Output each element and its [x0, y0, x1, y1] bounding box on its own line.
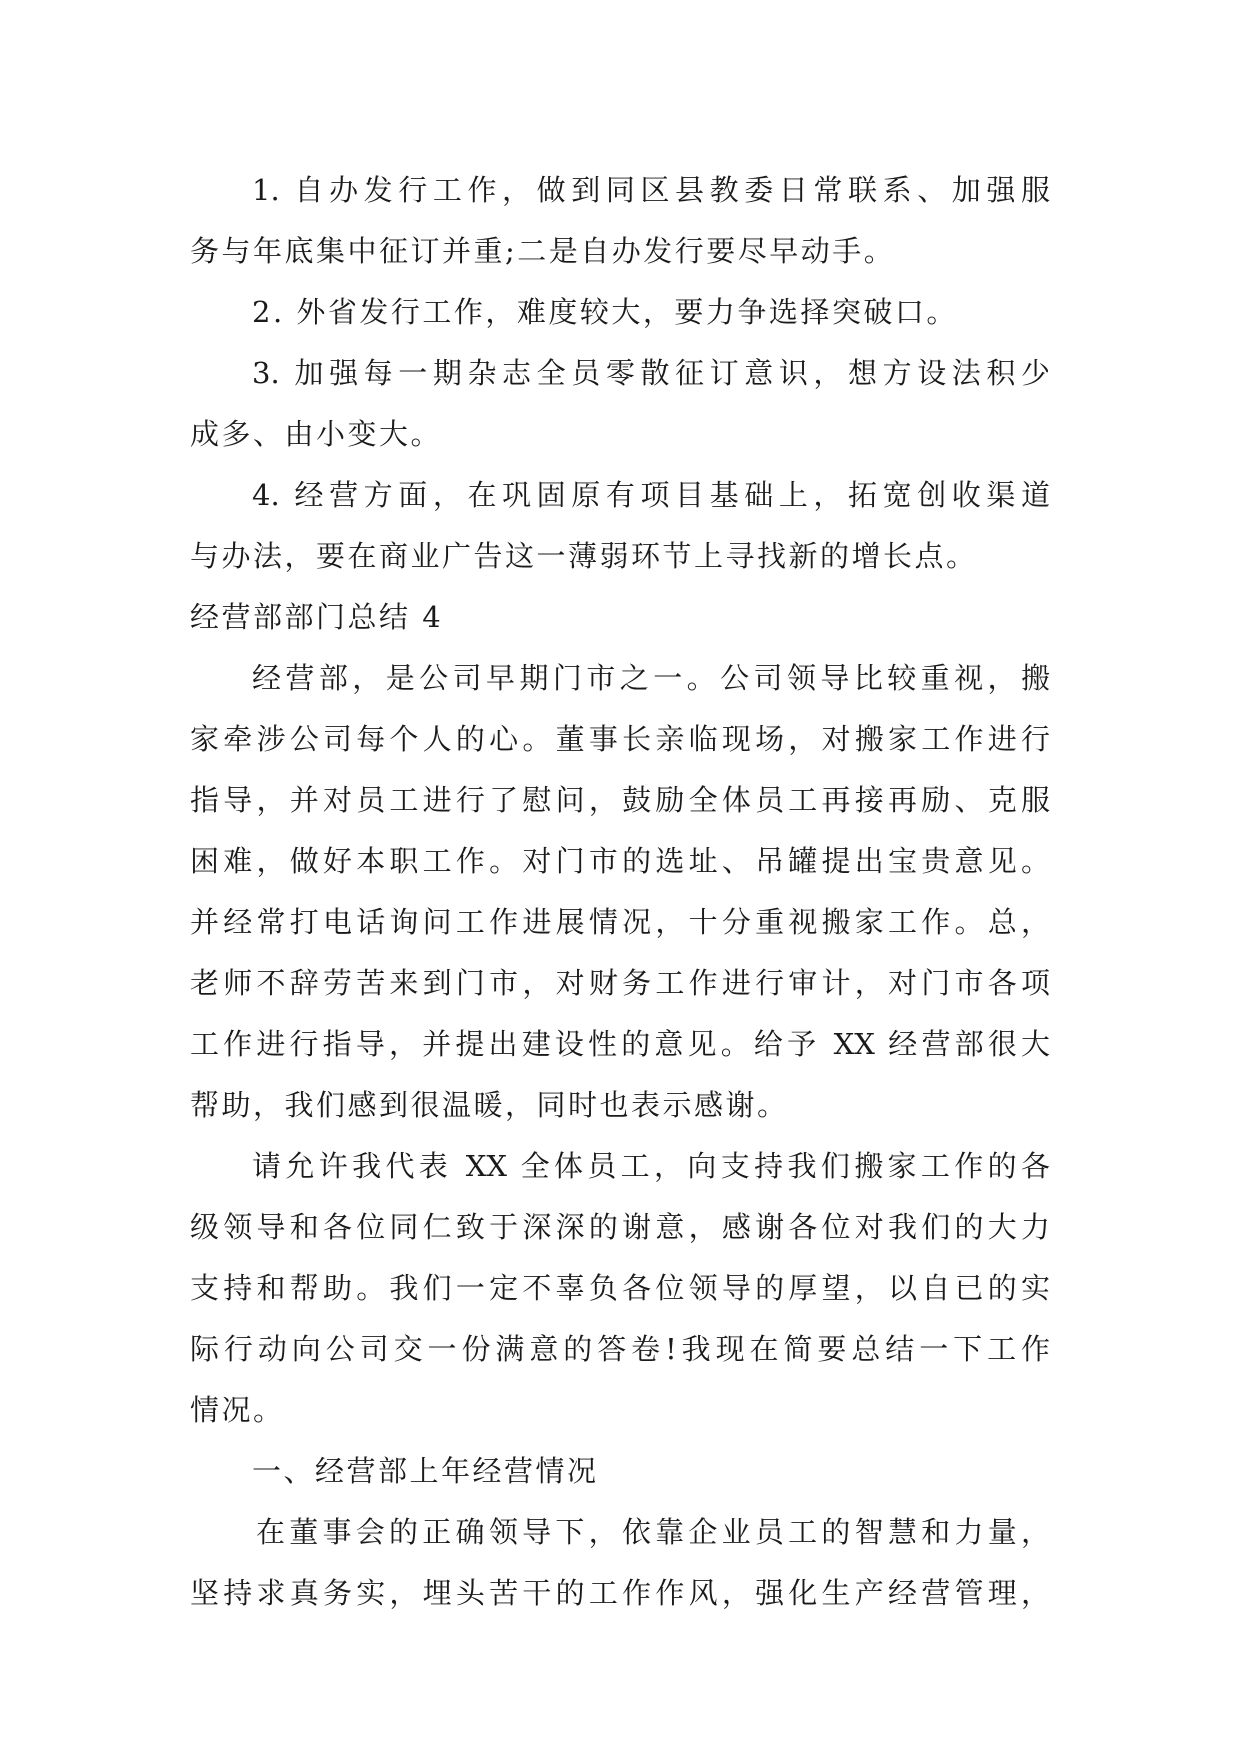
text-line: 一、经营部上年经营情况 [252, 1454, 599, 1488]
section-heading [190, 1441, 1050, 1502]
section-title [190, 587, 1050, 648]
text-line: 帮助，我们感到很温暖，同时也表示感谢。 [190, 1088, 789, 1122]
text-line: 级领导和各位同仁致于深深的谢意，感谢各位对我们的大力 [190, 1210, 1050, 1244]
text-line: 与办法，要在商业广告这一薄弱环节上寻找新的增长点。 [190, 539, 978, 573]
text-line: 成多、由小变大。 [190, 417, 443, 451]
text-line: 坚持求真务实，埋头苦干的工作作风，强化生产经营管理， [190, 1576, 1050, 1610]
list-item [190, 465, 1050, 587]
text-line: 情况。 [190, 1393, 285, 1427]
text-line: 老师不辞劳苦来到门市，对财务工作进行审计，对门市各项 [190, 966, 1050, 1000]
text-line: 务与年底集中征订并重;二是自办发行要尽早动手。 [190, 234, 896, 268]
paragraph [190, 1136, 1050, 1441]
text-line: 3. 加强每一期杂志全员零散征订意识，想方设法积少 [252, 356, 1050, 390]
text-line: 家牵涉公司每个人的心。董事长亲临现场，对搬家工作进行 [190, 722, 1050, 756]
list-item [190, 343, 1050, 465]
paragraph [190, 648, 1050, 1136]
text-line: 并经常打电话询问工作进展情况，十分重视搬家工作。总， [190, 905, 1050, 939]
text-line: 经营部，是公司早期门市之一。公司领导比较重视，搬 [252, 661, 1050, 695]
text-line: 请允许我代表 XX 全体员工，向支持我们搬家工作的各 [252, 1149, 1050, 1183]
text-line: 1. 自办发行工作，做到同区县教委日常联系、加强服 [252, 173, 1050, 207]
text-line: 困难，做好本职工作。对门市的选址、吊罐提出宝贵意见。 [190, 844, 1050, 878]
text-line: 2. 外省发行工作，难度较大，要力争选择突破口。 [252, 295, 958, 329]
text-line: 工作进行指导，并提出建设性的意见。给予 XX 经营部很大 [190, 1027, 1050, 1061]
text-line: 指导，并对员工进行了慰问，鼓励全体员工再接再励、克服 [190, 783, 1050, 817]
text-line: 4. 经营方面，在巩固原有项目基础上，拓宽创收渠道 [252, 478, 1050, 512]
paragraph [190, 1502, 1050, 1624]
text-line: 经营部部门总结 4 [190, 600, 444, 634]
list-item [190, 160, 1050, 282]
list-item [190, 282, 1050, 343]
text-line: 在董事会的正确领导下，依靠企业员工的智慧和力量， [256, 1515, 1050, 1549]
text-line: 际行动向公司交一份满意的答卷!我现在简要总结一下工作 [190, 1332, 1050, 1366]
document-page [190, 160, 1050, 1624]
text-line: 支持和帮助。我们一定不辜负各位领导的厚望，以自已的实 [190, 1271, 1050, 1305]
